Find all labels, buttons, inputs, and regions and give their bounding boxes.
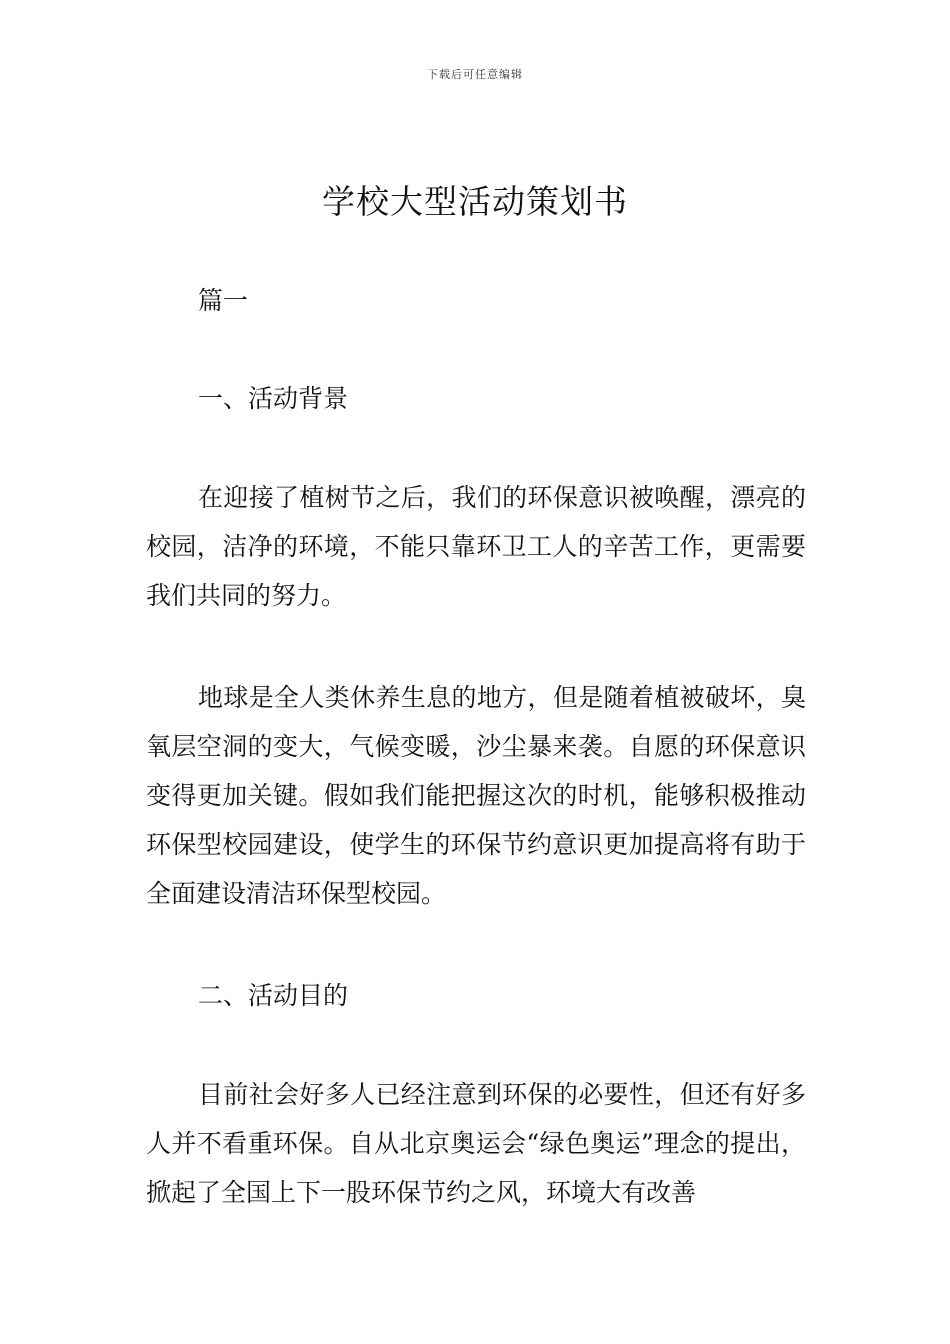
section-label: 篇一 bbox=[198, 286, 249, 315]
paragraph-purpose-1: 目前社会好多人已经注意到环保的必要性，但还有好多人并不看重环保。自从北京奥运会“绿色奥运”理念的提出，掀起了全国上下一股环保节约之风，环境大有改善 bbox=[146, 1080, 806, 1207]
heading-background: 一、活动背景 bbox=[198, 384, 349, 413]
paragraph-background-1: 在迎接了植树节之后，我们的环保意识被唤醒，漂亮的校园，洁净的环境，不能只靠环卫工人的辛苦工作，更需要我们共同的努力。 bbox=[146, 483, 806, 610]
page-header-note: 下载后可任意编辑 bbox=[427, 68, 523, 81]
document-title: 学校大型活动策划书 bbox=[322, 182, 628, 221]
paragraph-background-2: 地球是全人类休养生息的地方，但是随着植被破坏，臭氧层空洞的变大，气候变暖，沙尘暴来袭。自愿的环保意识变得更加关键。假如我们能把握这次的时机，能够积极推动环保型校园建设，使学生的环保节约意识更加提高将有助于全面建设清洁环保型校园。 bbox=[146, 683, 806, 908]
heading-purpose: 二、活动目的 bbox=[198, 981, 349, 1010]
